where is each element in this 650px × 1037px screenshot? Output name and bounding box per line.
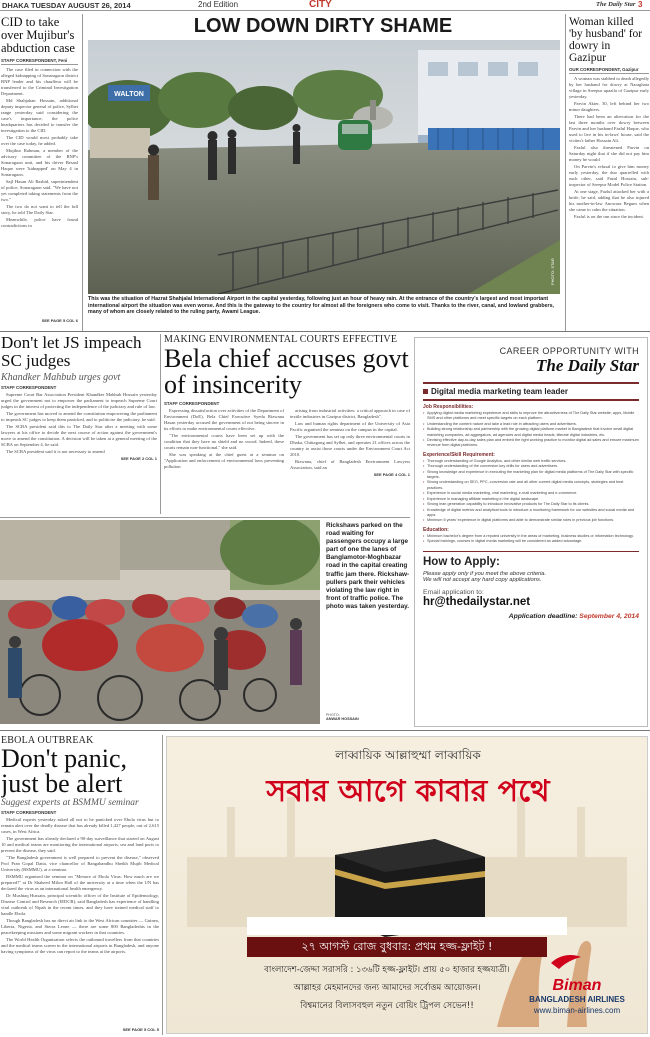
dowry-byline: OUR CORRESPONDENT, Gazipur bbox=[569, 67, 649, 74]
js-byline: STAFF CORRESPONDENT bbox=[1, 385, 57, 390]
education-heading: Education: bbox=[423, 526, 449, 533]
dowry-paragraph: Fazlul is on the run since the incident. bbox=[574, 214, 644, 219]
bela-story bbox=[164, 334, 410, 514]
biman-brand: Biman bbox=[552, 977, 602, 994]
brand-logo: The Daily Star bbox=[596, 1, 636, 8]
js-subhead: Khandker Mahbub urges govt bbox=[1, 372, 121, 383]
cid-paragraph: The two do not want to tell the full story, he told The Daily Star. bbox=[1, 204, 78, 215]
biman-info-line-2: আল্লাহর মেহমানদের জন্য আমাদের সর্বোত্তম আয়োজন। bbox=[293, 983, 481, 993]
rickshaw-illustration bbox=[0, 520, 320, 724]
masthead bbox=[0, 0, 650, 11]
education-list bbox=[423, 534, 639, 545]
js-see-page: SEE PAGE 2 COL 1 bbox=[120, 456, 157, 461]
ebola-paragraph: The World Health Organisation selects the outbound travellers from that countries and the medical teams screen in the international airports in Bangladesh, and anyone having symptoms of the virus can report to the teams at the airports. bbox=[1, 937, 159, 954]
lead-photo-credit: PHOTO: STAR bbox=[550, 258, 555, 285]
cid-paragraph: The case filed in connection with the alleged kidnapping of Sonaragaon district BNP leader and his chauffeur will be transferred to the Criminal Investigation Department. bbox=[1, 67, 78, 96]
ebola-see-page: SEE PAGE 5 COL 5 bbox=[122, 1027, 159, 1032]
deadline bbox=[423, 613, 639, 620]
dowry-paragraph: There had been an altercation for the last three months over dowry between Parvin and her husband Fazlul Haque, who used to live in his in-laws' house, said the victim's father Hossain Ali. bbox=[569, 114, 649, 143]
bela-headline: Bela chief accuses govt of insincerity bbox=[164, 344, 409, 399]
bela-col-1 bbox=[164, 408, 284, 478]
list-item: • Minimum 6 years' experience in digital platforms and able to demonstrate similar roles in previous job functions. bbox=[423, 518, 639, 523]
rickshaw-credit-label: PHOTO: bbox=[326, 713, 340, 717]
js-paragraph: The government has moved to amend the constitution empowering the parliament to impeach SC judges to keep them panicked, and to politicise the judiciary, he said. bbox=[1, 411, 157, 422]
email-link[interactable]: hr@thedailystar.net bbox=[423, 595, 531, 608]
biman-main-line: সবার আগে কাবার পথে bbox=[266, 774, 550, 809]
career-ad-title: CAREER OPPORTUNITY WITH bbox=[499, 346, 639, 356]
ebola-paragraph: Though Bangladesh has no direct air link to the West African countries — Guinea, Liberia, Nigeria, and Sierra Leone — there are some 800 Bangladeshis in the peacekeeping missions and some migrant workers in that countries. bbox=[1, 918, 159, 935]
dowry-headline: Woman killed 'by husband' for dowry in Gazipur bbox=[569, 16, 643, 64]
airport-flood-illustration bbox=[88, 40, 560, 294]
list-item: • Knowledge of digital metrics and analytical tools to introduce a monitoring framework for our websites and social media and apps. bbox=[423, 508, 639, 519]
deadline-date: September 4, 2014 bbox=[579, 612, 639, 620]
experience-heading: Experience/Skill Requirement: bbox=[423, 451, 495, 458]
list-item: • Building strong relationship and partnership with the growing digital platform market in Bangladesh that involve small digital marketing companies, ad aggregators, ad agencies and digital media heads, iliterate digital industries, etc. bbox=[423, 427, 639, 438]
career-ad bbox=[414, 337, 648, 727]
list-item: • Strong knowledge and experience in executing the marketing plan for digital media platforms of The Daily Star with specific targets. bbox=[423, 470, 639, 481]
dowry-story bbox=[569, 16, 649, 329]
rickshaw-credit-name: ANWAR HOSSAIN bbox=[326, 717, 359, 721]
cid-paragraph: Sajl Hasan Ali Rashid, superintendent of police, Sonaragaon said, "We have not yet completed taking statements from the two." bbox=[1, 179, 78, 202]
ebola-subhead: Suggest experts at BSMMU seminar bbox=[1, 798, 139, 808]
apply-heading: How to Apply: bbox=[423, 555, 500, 568]
cid-paragraph: Md Shahjahan Hossain, additional deputy inspector general of police, Sylhet range yesterday said considering the case's importance, the police headquarters has decided to transfer the investigation to the CID. bbox=[1, 98, 78, 133]
biman-info-line-1: বাংলাদেশ-জেদ্দা সরাসরি : ১৩৬টি হজ্জ-ফ্লাইট। প্রায় ৫০ হাজার হজ্জযাত্রী। bbox=[264, 965, 510, 975]
cid-paragraph: Meanwhile, police have found contradictions in bbox=[1, 217, 78, 228]
js-paragraph: Supreme Court Bar Association President Khandker Mahbub Hossain yesterday urged the government not to empower the parliament to impeach Supreme Court judges in the interest of protecting the independence of the judiciary and rule of law. bbox=[1, 392, 157, 409]
js-paragraph: The SCBA president said this to The Daily Star after a meeting with some lawyers at his office to decide the next course of action against the government's move to amend the constitution. A decision will be taken at a general meeting of the SCBA on September 4, he said. bbox=[1, 424, 157, 447]
biman-logo bbox=[507, 971, 647, 1031]
ebola-paragraph: The government has already declared a 90-day surveillance that started on August 10 and medical teams are monitoring the international airports, sea and land ports to prevent the disease, they said. bbox=[1, 836, 159, 853]
apply-note-1: Please apply only if you meet the above criteria. bbox=[423, 570, 547, 577]
list-item: • Minimum bachelor's degree from a reputed university in the areas of marketing, business studies or information technology. bbox=[423, 534, 639, 539]
walton-sign: WALTON bbox=[114, 91, 144, 98]
dowry-paragraph: At one stage, Fazlul attacked her with a knife, he said, adding that he also injured his mother-in-law Anowara Begum when she came to calm the situation. bbox=[569, 189, 649, 212]
rickshaw-photo bbox=[0, 520, 320, 724]
dowry-paragraph: A woman was stabbed to death allegedly by her husband for dowry at Naraghata village in Sreepur upazila of Gazipur early yesterday. bbox=[569, 76, 649, 99]
bela-paragraph: Law and human rights department of the University of Asia Pacific organised the seminar on the campus in the capital. bbox=[290, 421, 410, 432]
list-item: • Experience in social media marketing, viral marketing, e-mail marketing and e-commerce. bbox=[423, 491, 639, 496]
bela-byline: STAFF CORRESPONDENT bbox=[164, 401, 220, 406]
list-item: • Applying digital media marketing experience and skills to improve the attractiveness of The Daily Star website, apps, Mobile SMS and other platforms and meet specific targets on each platform. bbox=[423, 411, 639, 422]
dowry-paragraph: Parvin Akter, 30, left behind her two minor daughters. bbox=[569, 101, 649, 112]
dateline: DHAKA TUESDAY AUGUST 26, 2014 bbox=[2, 1, 131, 10]
responsibilities-heading: Job Responsibilities: bbox=[423, 404, 474, 410]
ebola-paragraph: "The Bangladesh government is well prepared to prevent the disease," observed Prof Pran Gopal Datta, vice chancellor of Bangabandhu Sheikh Mujib Medical University (BSMMU), at a seminar. bbox=[1, 855, 159, 872]
rickshaw-caption: Rickshaws parked on the road waiting for passengers occupy a large part of one the lanes of Banglamotor-Moghbazar road in the capital creating traffic jam there. Rickshaw-pullers park their vehicles violating the law right in front of traffic police. The photo was taken yesterday. bbox=[326, 522, 410, 610]
js-paragraph: The SCBA president said it is not necessary to amend bbox=[6, 449, 105, 454]
ebola-story bbox=[1, 735, 159, 1037]
career-ad-brand: The Daily Star bbox=[536, 356, 639, 375]
airport-flood-photo bbox=[88, 40, 560, 294]
cid-headline: CID to take over Mujibur's abduction case bbox=[1, 16, 75, 55]
biman-top-line: লাব্বায়িক আল্লাহুম্মা লাব্বায়িক bbox=[335, 748, 481, 762]
bela-paragraph: Expressing dissatisfaction over activities of the Department of Environment (DoE), Bela Chief Executive Syeda Rizwana Hasan yesterday accused the government of not being sincere in its efforts to make environmental courts effective. bbox=[164, 408, 284, 431]
list-item: • Thorough understanding of Google Analytics, and other similar web traffic services. bbox=[423, 459, 639, 464]
dowry-paragraph: Fazlul also threatened Parvin on Saturday night that if she did not pay him money he would bbox=[569, 145, 649, 162]
cid-story bbox=[1, 16, 78, 329]
section-title: CITY bbox=[309, 0, 332, 10]
list-item: • Devising effective day-to-day sales plan and embed the right working practice to monitor digital ad sales and ensure maximum revenue from digital platforms. bbox=[423, 438, 639, 449]
list-item: • Experience in managing affiliate marketing in the digital landscape. bbox=[423, 497, 639, 502]
bela-col-2 bbox=[290, 408, 410, 478]
js-headline: Don't let JS impeach SC judges bbox=[1, 334, 142, 370]
cid-body bbox=[1, 67, 78, 229]
js-body bbox=[1, 392, 157, 455]
cid-byline: STAFF CORRESPONDENT, Feni bbox=[1, 58, 78, 65]
ebola-body bbox=[1, 817, 159, 955]
bela-paragraph: The government has set up only three environmental courts in Dhaka, Chittagong and Sylhet, and operates 21 offices across the country to assist those courts under the Environment Court Act 2010. bbox=[290, 434, 410, 457]
page-number: 3 bbox=[638, 0, 643, 9]
ebola-byline: STAFF CORRESPONDENT bbox=[1, 810, 57, 815]
biman-brand-sub: BANGLADESH AIRLINES bbox=[529, 995, 625, 1004]
bela-paragraph: She was speaking at the chief guest at a seminar on "Application and enforcement of environmental laws preventing pollution bbox=[164, 452, 284, 469]
ebola-headline: Don't panic, just be alert bbox=[1, 744, 127, 798]
biman-website[interactable]: www.biman-airlines.com bbox=[533, 1006, 621, 1015]
bela-paragraph: "The environmental courts have been set up with the condition that they have no shield and no sword. Indeed, these courts remain non-functional," she said. bbox=[164, 433, 284, 450]
edition-label: 2nd Edition bbox=[198, 0, 239, 9]
js-story bbox=[1, 334, 157, 514]
cid-paragraph: The CID would most probably take over the case today, he added. bbox=[1, 135, 78, 146]
bela-paragraph: Rizwana, chief of Bangladesh Environment Lawyers Association, said an bbox=[290, 459, 410, 470]
list-item: • Strong lean generation capability to introduce innovative products for The Daily Star to its clients. bbox=[423, 502, 639, 507]
list-item: • Strong understanding on SEO, PPC, conversion rate and all other current digital media concepts, strategies and best practices. bbox=[423, 480, 639, 491]
bela-kicker: MAKING ENVIRONMENTAL COURTS EFFECTIVE bbox=[164, 334, 398, 345]
ebola-paragraph: BSMMU organised the seminar on "Menace of Ebola Virus: How much are we prepared?" at Dr Shaheed Milon Hall of the university at a time when the UN has declared the virus as an international health emergency. bbox=[1, 874, 159, 891]
dowry-body bbox=[569, 76, 649, 220]
experience-list bbox=[423, 459, 639, 524]
responsibilities-list bbox=[423, 411, 639, 449]
list-item: • Thorough understanding of the conversion key drills for users and advertisers. bbox=[423, 464, 639, 469]
bela-see-page: SEE PAGE 4 COL 1 bbox=[373, 472, 410, 477]
rickshaw-credit bbox=[326, 713, 410, 725]
list-item: • Special trainings, courses in digital media marketing will be considered an added advantage. bbox=[423, 539, 639, 544]
ebola-paragraph: Medical experts yesterday asked all not to be panicked over Ebola virus but to remain alert over the deadly disease that has already killed 1,427 people, out of 2,615 cases, in West Africa. bbox=[1, 817, 159, 834]
apply-note-2: We will not accept any hard copy applications. bbox=[423, 576, 542, 583]
dowry-paragraph: On Parvin's refusal to give him money early yesterday, the duo quarrelled with each other, said Fazal Hossain, sub-inspector of Sreepur Model Police Station. bbox=[569, 164, 649, 187]
ebola-kicker: EBOLA OUTBREAK bbox=[1, 735, 94, 746]
biman-info-line-3: বিশ্বমানের বিলাসবহুল নতুন বোয়িং ট্রিপল সেভেন!! bbox=[300, 1001, 474, 1011]
biman-date-line: ২৭ আগস্ট রোজ বুধবার: প্রথম হজ্জ-ফ্লাইট ! bbox=[247, 937, 547, 957]
cid-see-page: SEE PAGE 5 COL 6 bbox=[41, 318, 78, 323]
biman-ad bbox=[166, 736, 648, 1034]
list-item: • Understanding the content nature and take a lead role in attracting users and advertisers. bbox=[423, 422, 639, 427]
ebola-paragraph: Dr Mushtaq Hussain, principal scientific officer of the Institute of Epidemiology, Disease Control and Research (IEDCR), said Bangladesh has experience of handling viral outbreak of Nipah in the recent times, and they have trained medical staff to handle Ebola. bbox=[1, 893, 159, 916]
career-ad-position bbox=[423, 382, 639, 401]
position-bullet-icon bbox=[423, 389, 428, 394]
bela-paragraph: arising from industrial activities: a critical approach in case of textile industries in Gazipur district, Bangladesh". bbox=[290, 408, 410, 419]
lead-headline: LOW DOWN DIRTY SHAME bbox=[193, 15, 453, 37]
email-label: Email application to: bbox=[423, 588, 484, 596]
career-ad-position-text: Digital media marketing team leader bbox=[431, 387, 568, 396]
cid-paragraph: Mujibur Rahman, a member of the advisory committee of the BNP's Sonaragaon unit, and his driver Besaal Haque were 'kidnapped' on May 4 in Sonaragaon. bbox=[1, 148, 78, 177]
deadline-label: Application deadline: bbox=[508, 612, 578, 620]
lead-photo-caption: This was the situation of Hazrat Shahjalal International Airport in the capital yesterday, following just an hour of heavy rain. At the entrance of the country's largest and most important international airport the situation was even worse. And this is the gateway to the country for almost all the foreigners who come to visit. Thanks to the river, canal, and lowland grabbers, many of whom are closely related to the ruling party, Awami League. bbox=[88, 296, 555, 316]
